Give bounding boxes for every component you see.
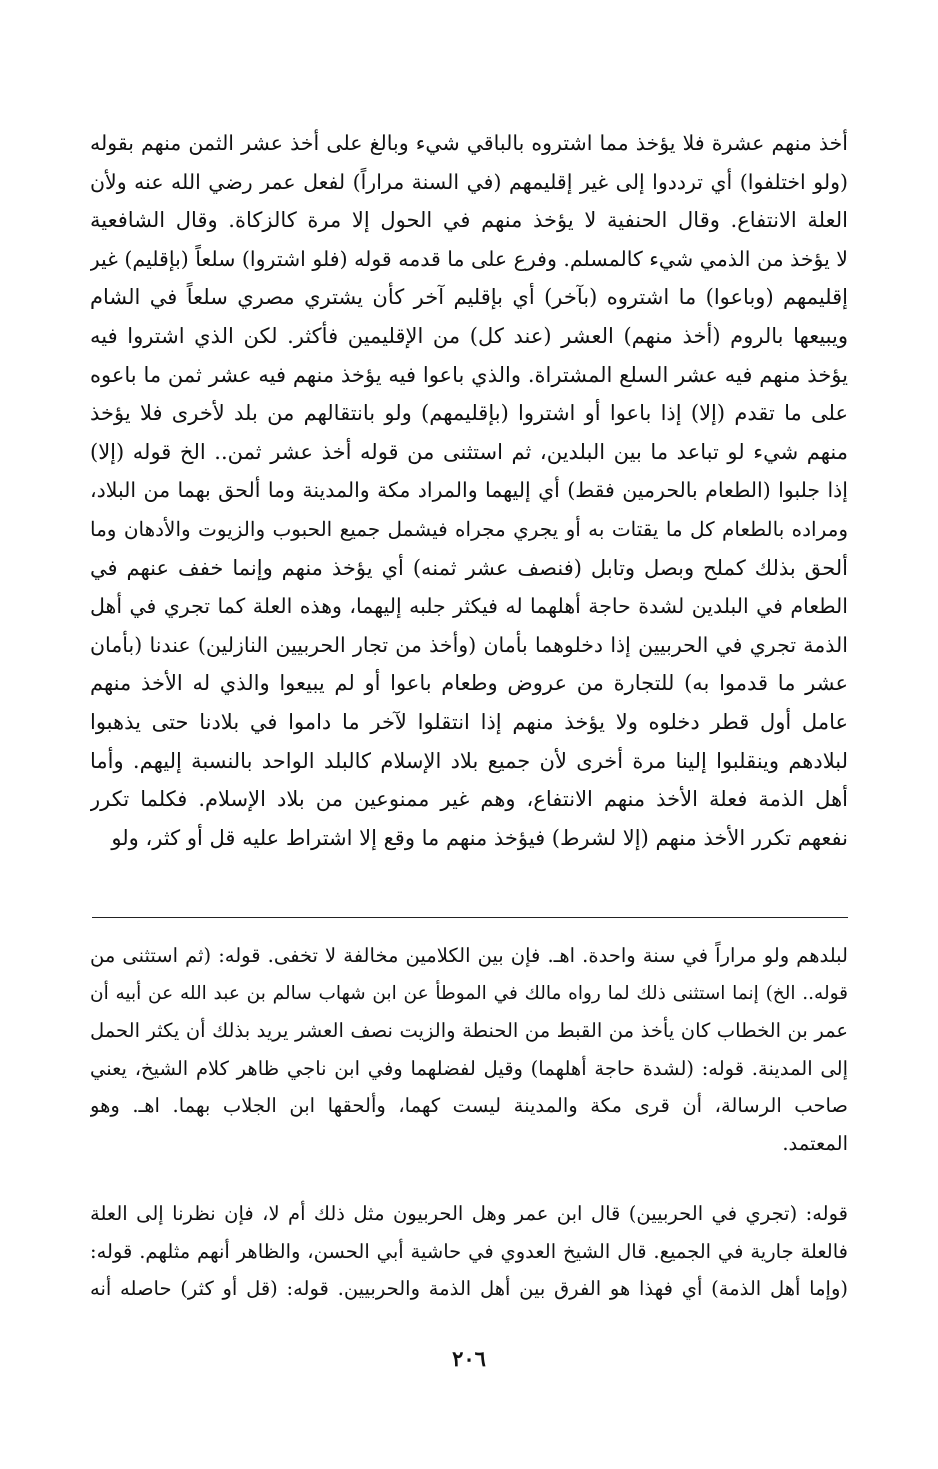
page-number: ٢٠٦ bbox=[452, 1346, 486, 1371]
text-line: أهل الذمة فعلة الأخذ منهم الانتفاع، وهم غير ممنوعين من بلاد الإسلام. فكلما تكرر bbox=[90, 787, 848, 812]
text-line: نفعهم تكرر الأخذ منهم (إلا لشرط) فيؤخذ منهم ما وقع إلا اشتراط عليه قل أو كثر، ولو bbox=[111, 825, 848, 850]
footnote-line: قوله: (تجري في الحربيين) قال ابن عمر وهل الحربيون مثل ذلك أم لا، فإن نظرنا إلى العلة bbox=[90, 1202, 848, 1225]
text-line: إذا جلبوا (الطعام بالحرمين فقط) أي إليهما والمراد مكة والمدينة وما ألحق بهما من البلاد، bbox=[90, 478, 848, 503]
text-line: الذمة تجري في الحربيين إذا دخلوهما بأمان (وأخذ من تجار الحربيين النازلين) عندنا (بأمان bbox=[90, 632, 848, 657]
text-line: (ولو اختلفوا) أي ترددوا إلى غير إقليمهم (في السنة مراراً) لفعل عمر رضي الله عنه ولأن bbox=[90, 169, 848, 194]
text-line: لبلادهم وينقلبوا إلينا مرة أخرى لأن جميع بلاد الإسلام كالبلد الواحد بالنسبة إليهم. وأما bbox=[90, 748, 848, 773]
text-line: ومراده بالطعام كل ما يقتات به أو يجري مجراه فيشمل جميع الحبوب والزيوت والأدهان وما bbox=[90, 516, 848, 541]
text-line: عامل أول قطر دخلوه ولا يؤخذ منهم إذا انتقلوا لآخر ما داموا في بلادنا حتى يذهبوا bbox=[90, 709, 848, 734]
footnote-block-1 bbox=[90, 937, 848, 1162]
main-text bbox=[90, 124, 848, 857]
footnote-line: إلى المدينة. قوله: (لشدة حاجة أهلهما) وقيل لفضلهما وفي ابن ناجي ظاهر كلام الشيخ، يعني bbox=[90, 1056, 848, 1080]
text-line: على ما تقدم (إلا) إذا باعوا أو اشتروا (بإقليمهم) ولو بانتقالهم من بلد لأخرى فلا يؤخذ bbox=[90, 401, 848, 426]
footnote-line: المعتمد. bbox=[782, 1131, 848, 1155]
text-line: منهم شيء لو تباعد ما بين البلدين، ثم استثنى من قوله أخذ عشر ثمن.. الخ قوله (إلا) bbox=[90, 439, 848, 464]
footnote-divider bbox=[92, 917, 848, 918]
text-line: الطعام في البلدين لشدة حاجة أهلهما له فيكثر جلبه إليهما، وهذه العلة كما تجري في أهل bbox=[90, 594, 848, 619]
text-line: عشر ما قدموا به) للتجارة من عروض وطعام باعوا أو لم يبيعوا والذي له الأخذ منهم bbox=[90, 671, 848, 696]
text-line: أخذ منهم عشرة فلا يؤخذ مما اشتروه بالباقي شيء وبالغ على أخذ عشر الثمن منهم بقوله bbox=[90, 131, 848, 155]
text-line: العلة الانتفاع. وقال الحنفية لا يؤخذ منهم في الحول إلا مرة كالزكاة. وقال الشافعية bbox=[90, 208, 848, 233]
footnote-line: (وإما أهل الذمة) أي فهذا هو الفرق بين أهل الذمة والحربيين. قوله: (قل أو كثر) حاصله أنه bbox=[90, 1277, 848, 1300]
text-line: ألحق بذلك كملح وبصل وتابل (فنصف عشر ثمنه) أي يؤخذ منهم وإنما خفف عنهم في bbox=[90, 555, 848, 580]
text-line: إقليمهم (وباعوا) ما اشتروه (بآخر) أي بإقليم آخر كأن يشتري مصري سلعاً في الشام bbox=[90, 285, 848, 310]
footnote-line: عمر بن الخطاب كان يأخذ من القبط من الحنطة والزيت نصف العشر يريد بذلك أن يكثر الحمل bbox=[90, 1019, 848, 1042]
text-line: ويبيعها بالروم (أخذ منهم) العشر (عند كل) من الإقليمين فأكثر. لكن الذي اشتروا فيه bbox=[90, 323, 848, 348]
footnote-line: صاحب الرسالة، أن قرى مكة والمدينة ليست كهما، وألحقها ابن الجلاب بهما. اهـ. وهو bbox=[90, 1094, 848, 1117]
footnote-block-2 bbox=[90, 1195, 848, 1308]
footnote-line: لبلدهم ولو مراراً في سنة واحدة. اهـ. فإن بين الكلامين مخالفة لا تخفى. قوله: (ثم استثنى من bbox=[90, 944, 848, 967]
footnote-line: فالعلة جارية في الجميع. قال الشيخ العدوي في حاشية أبي الحسن، والظاهر أنهم مثلهم. قوله: bbox=[90, 1239, 848, 1263]
text-line: لا يؤخذ من الذمي شيء كالمسلم. وفرع على ما قدمه قوله (فلو اشتروا) سلعاً (بإقليم) غير bbox=[90, 246, 848, 271]
footnote-line: قوله.. الخ) إنما استثنى ذلك لما رواه مالك في الموطأ عن ابن شهاب سالم بن عبد الله عن أبيه أن bbox=[90, 982, 848, 1004]
text-line: يؤخذ منهم فيه عشر السلع المشتراة. والذي باعوا فيه يؤخذ منهم فيه عشر ثمن ما باعوه bbox=[90, 362, 848, 387]
